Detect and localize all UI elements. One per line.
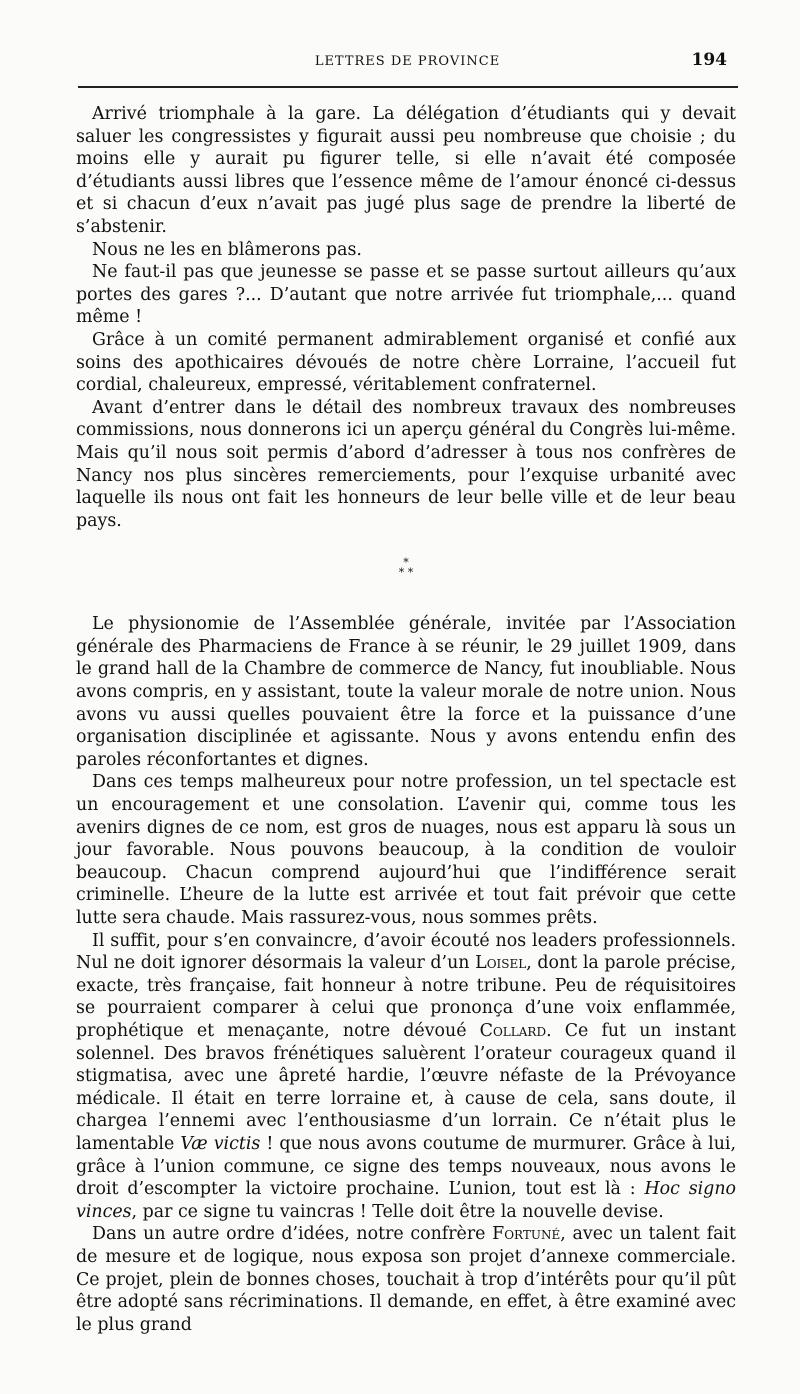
- paragraph: Grâce à un comité permanent admirablement organisé et confié aux soins des apothicaires dévoués de notre chère Lorraine, l’accueil fut cordial, chaleureux, empressé, véritablement confraternel.: [76, 329, 736, 396]
- person-name: Fortuné: [492, 1224, 561, 1245]
- text-run: Il suffit, pour s’en convaincre, d’avoir écouté nos leaders professionnels. Nul ne doit ignorer désormais la valeur d’un: [76, 930, 736, 974]
- paragraph: Nous ne les en blâmerons pas.: [92, 239, 362, 260]
- asterism-bottom: * *: [398, 566, 414, 580]
- paragraph: [76, 1223, 736, 1336]
- paragraph: Ne faut-il pas que jeunesse se passe et se passe surtout ailleurs qu’aux portes des gares ?... D’autant que notre arrivée fut triomphale,... quand même !: [76, 262, 736, 328]
- person-name: Loisel: [475, 953, 527, 974]
- person-name: Collard: [479, 1020, 547, 1041]
- section-asterism: [76, 558, 736, 578]
- paragraph: [76, 930, 736, 1224]
- paragraph: Arrivé triomphale à la gare. La délégation d’étudiants qui y devait saluer les congressistes y figurait aussi peu nombreuse que choisie ; du moins elle y aurait pu figurer telle, si elle n’avait été composée d’étudiants aussi libres que l’essence même de l’amour énoncé ci-dessus et si chacun d’eux n’avait pas jugé plus sage de prendre la liberté de s’abstenir.: [76, 104, 736, 237]
- paragraph: Le physionomie de l’Assemblée générale, invitée par l’Association générale des Pharmaciens de France à se réunir, le 29 juillet 1909, dans le grand hall de la Chambre de commerce de Nancy, fut inoubliable. Nous avons compris, en y assistant, toute la valeur morale de notre union. Nous avons vu aussi quelles pouvaient être la force et la puissance d’une organisation disciplinée et agissante. Nous y avons entendu enfin des paroles réconfortantes et dignes.: [76, 614, 736, 770]
- body-text: [76, 103, 736, 1336]
- latin-phrase: Hoc signo vinces: [76, 1179, 736, 1222]
- text-run: , dont la parole précise, exacte, très française, fait honneur à notre tribune. Peu de réquisitoires se pourraient comparer à celui que prononça d’une voix enflammée, prophétique et menaçante, notre dévoué: [76, 953, 736, 1041]
- header-rule: [78, 86, 738, 88]
- page-number: 194: [691, 50, 727, 70]
- text-run: . Ce fut un instant solennel. Des bravos frénétiques saluèrent l’orateur courageux quand il stigmatisa, avec une âpreté hardie, l’œuvre néfaste de la Prévoyance médicale. Il était en terre lorraine et, à cause de cela, sans doute, il chargea l’ennemi avec l’enthousiasme d’un lorrain. Ce n’était plus le lamentable: [76, 1020, 737, 1154]
- latin-phrase: Væ victis: [180, 1133, 261, 1154]
- paragraph: Avant d’entrer dans le détail des nombreux travaux des nombreuses commissions, nous donnerons ici un aperçu général du Congrès lui-même. Mais qu’il nous soit permis d’abord d’adresser à tous nos confrères de Nancy nos plus sincères remerciements, pour l’exquise urbanité avec laquelle ils nous ont fait les honneurs de leur belle ville et de leur beau pays.: [76, 397, 736, 531]
- text-run: Dans un autre ordre d’idées, notre confrère: [92, 1224, 493, 1245]
- paragraph: Dans ces temps malheureux pour notre profession, un tel spectacle est un encouragement et une consolation. L’avenir qui, comme tous les avenirs dignes de ce nom, est gros de nuages, nous est apparu là sous un jour favorable. Nous pouvons beaucoup, à la condition de vouloir beaucoup. Chacun comprend aujourd’hui que l’indifférence serait criminelle. L’heure de la lutte est arrivée et tout fait prévoir que cette lutte sera chaude. Mais rassurez-vous, nous sommes prêts.: [76, 772, 736, 928]
- running-title: LETTRES DE PROVINCE: [314, 54, 501, 69]
- page-header: [80, 52, 735, 74]
- text-run: , par ce signe tu vaincras ! Telle doit être la nouvelle devise.: [131, 1201, 664, 1222]
- text-run: ! que nous avons coutume de murmurer. Grâce à lui, grâce à l’union commune, ce signe des temps nouveaux, nous avons le droit d’escompter la victoire prochaine. L’union, tout est là :: [76, 1133, 736, 1200]
- text-run: , avec un talent fait de mesure et de logique, nous exposa son projet d’annexe commerciale. Ce projet, plein de bonnes choses, touchait à trop d’intérêts pour qu’il pût être adopté sans récriminations. Il demande, en effet, à être examiné avec le plus grand: [76, 1224, 736, 1335]
- asterism-top: *: [403, 556, 409, 570]
